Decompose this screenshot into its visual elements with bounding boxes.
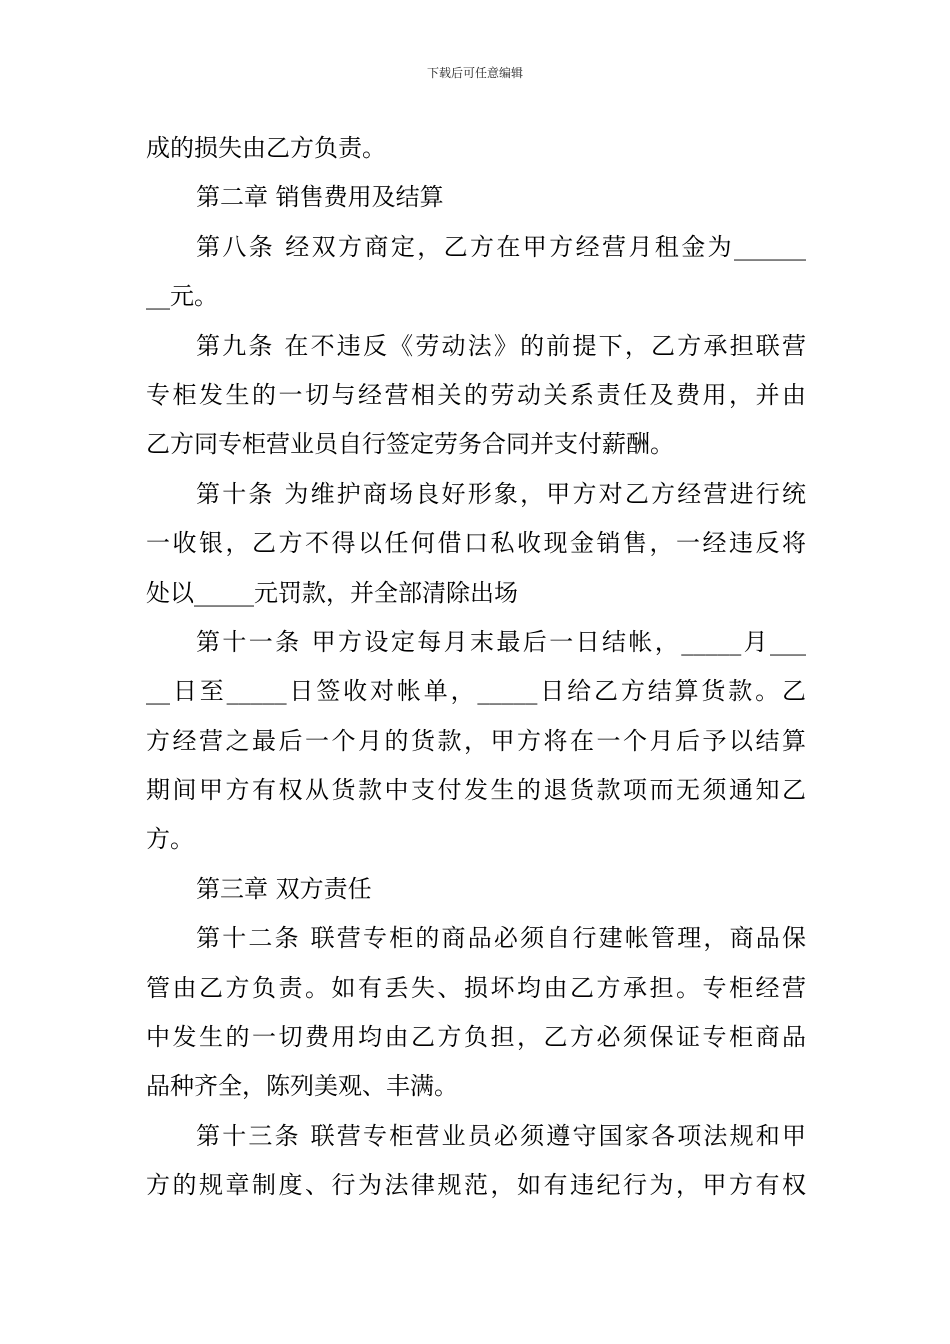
text-line: 期间甲方有权从货款中支付发生的退货款项而无须通知乙 — [146, 776, 806, 805]
text-line: 一收银，乙方不得以任何借口私收现金销售，一经违反将 — [146, 529, 806, 558]
text-line: 第二章 销售费用及结算 — [196, 183, 444, 212]
text-line: 第三章 双方责任 — [196, 874, 372, 903]
text-line: 成的损失由乙方负责。 — [146, 134, 386, 162]
text-line: 乙方同专柜营业员自行签定劳务合同并支付薪酬。 — [146, 430, 674, 459]
text-line: 第九条 在不违反《劳动法》的前提下，乙方承担联营 — [196, 331, 806, 360]
text-line: 专柜发生的一切与经营相关的劳动关系责任及费用，并由 — [146, 380, 806, 409]
text-line: 第十一条 甲方设定每月末最后一日结帐，_____月___ — [196, 627, 806, 656]
text-line: 第八条 经双方商定，乙方在甲方经营月租金为______ — [196, 232, 806, 261]
text-line: 管由乙方负责。如有丢失、损坏均由乙方承担。专柜经营 — [146, 973, 806, 1002]
text-line: 第十二条 联营专柜的商品必须自行建帐管理，商品保 — [196, 924, 806, 953]
text-line: 方。 — [146, 825, 194, 854]
text-line: 中发生的一切费用均由乙方负担，乙方必须保证专柜商品 — [146, 1023, 806, 1052]
text-line: 第十三条 联营专柜营业员必须遵守国家各项法规和甲 — [196, 1121, 806, 1150]
text-line: 品种齐全，陈列美观、丰满。 — [146, 1072, 458, 1101]
text-line: 方经营之最后一个月的货款，甲方将在一个月后予以结算 — [146, 726, 806, 755]
text-line: 第十条 为维护商场良好形象，甲方对乙方经营进行统 — [196, 479, 806, 508]
text-line: __日至_____日签收对帐单，_____日给乙方结算货款。乙 — [146, 677, 806, 706]
text-line: 处以_____元罚款，并全部清除出场 — [146, 578, 518, 607]
document-body — [146, 124, 806, 1211]
text-line: __元。 — [146, 282, 218, 311]
text-line: 方的规章制度、行为法律规范，如有违纪行为，甲方有权 — [146, 1171, 806, 1200]
page-header: 下载后可任意编辑 — [426, 66, 523, 80]
